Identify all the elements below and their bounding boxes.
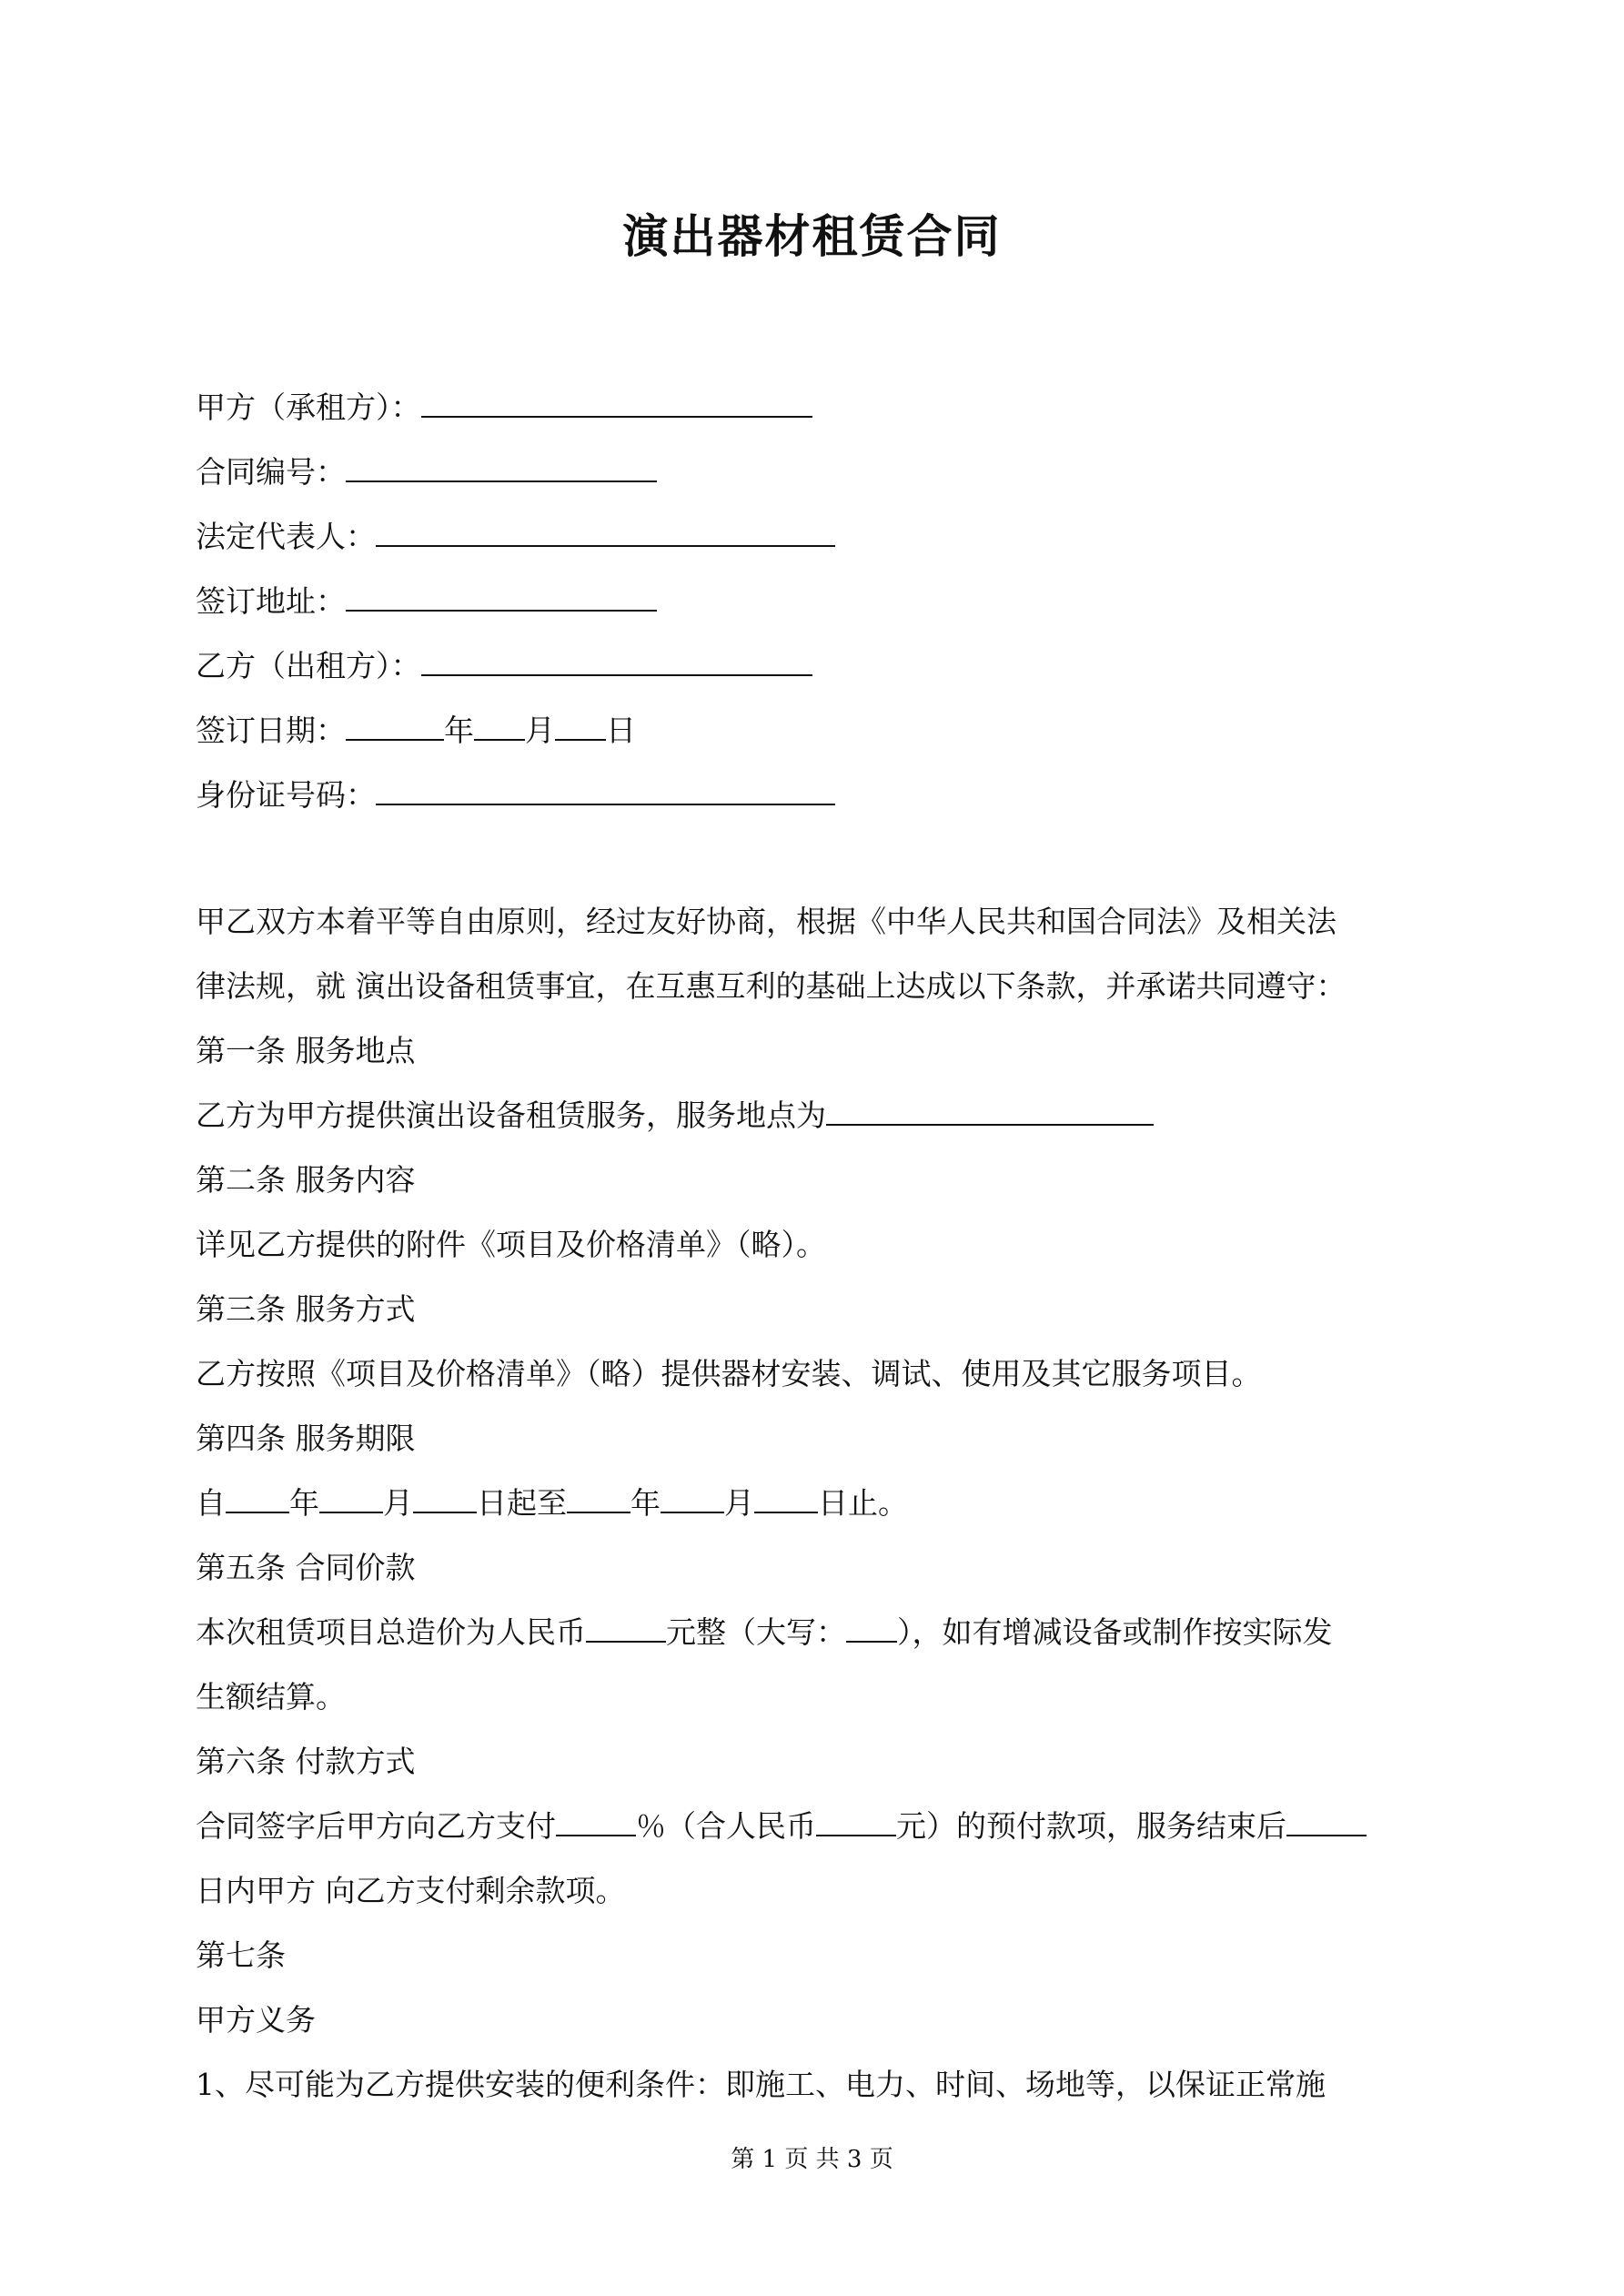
month-label: 月 [525, 713, 555, 748]
payment-after-label: 元）的预付款项，服务结束后 [896, 1808, 1286, 1844]
sign-day-blank[interactable] [555, 712, 606, 741]
legal-rep-field [196, 516, 835, 558]
sign-month-blank[interactable] [474, 712, 525, 741]
contract-number-field [196, 451, 657, 493]
article1-body: 乙方为甲方提供演出设备租赁服务，服务地点为 [196, 1097, 826, 1133]
payment-percent-blank[interactable] [556, 1807, 636, 1836]
year-label: 年 [444, 713, 474, 748]
price-capital-blank[interactable] [846, 1613, 897, 1643]
term-start-year-blank[interactable] [226, 1484, 289, 1513]
article7-item1: 1、尽可能为乙方提供安装的便利条件：即施工、电力、时间、场地等，以保证正常施 [196, 2067, 1326, 2102]
article3-heading: 第三条 服务方式 [196, 1291, 416, 1327]
legal-rep-blank[interactable] [376, 518, 835, 547]
term-from-label: 自 [196, 1485, 226, 1521]
term-until-label: 日起至 [477, 1485, 567, 1521]
contract-number-blank[interactable] [346, 453, 657, 482]
party-b-blank[interactable] [421, 647, 812, 676]
article2-heading: 第二条 服务内容 [196, 1162, 416, 1198]
sign-date-label: 签订日期： [196, 713, 346, 748]
article4-heading: 第四条 服务期限 [196, 1421, 416, 1456]
id-number-label: 身份证号码： [196, 777, 376, 813]
document-title: 演出器材租赁合同 [622, 209, 1002, 263]
price-label: 本次租赁项目总造价为人民币 [196, 1614, 586, 1650]
party-b-field [196, 645, 812, 687]
term-year-label: 年 [289, 1485, 319, 1521]
payment-rmb-label: ％（合人民币 [636, 1808, 816, 1844]
sign-date-field [196, 710, 636, 752]
article5-text [196, 1612, 1333, 1654]
legal-rep-label: 法定代表人： [196, 519, 376, 554]
article5-text-2: 生额结算。 [196, 1679, 346, 1714]
term-start-day-blank[interactable] [413, 1484, 477, 1513]
term-end-month-blank[interactable] [661, 1484, 724, 1513]
service-location-blank[interactable] [826, 1097, 1154, 1126]
term-end-label: 日止。 [818, 1485, 908, 1521]
price-amount-blank[interactable] [586, 1613, 666, 1643]
term-end-year-blank[interactable] [567, 1484, 630, 1513]
sign-address-blank[interactable] [346, 582, 657, 612]
day-label: 日 [606, 713, 636, 748]
price-adjust-text: ），如有增减设备或制作按实际发 [897, 1614, 1333, 1650]
party-a-label: 甲方（承租方）： [196, 389, 421, 425]
id-number-blank[interactable] [376, 776, 835, 805]
term-end-day-blank[interactable] [754, 1484, 818, 1513]
article2-text: 详见乙方提供的附件《项目及价格清单》（略）。 [196, 1227, 826, 1262]
party-a-blank[interactable] [421, 389, 812, 418]
id-number-field [196, 774, 835, 816]
party-b-label: 乙方（出租方）： [196, 648, 421, 683]
preamble-line-1: 甲乙双方本着平等自由原则，经过友好协商，根据《中华人民共和国合同法》及相关法 [196, 904, 1337, 939]
article3-text: 乙方按照《项目及价格清单》（略）提供器材安装、调试、使用及其它服务项目。 [196, 1356, 1262, 1391]
article6-text-2: 日内甲方 向乙方支付剩余款项。 [196, 1873, 626, 1908]
payment-rmb-blank[interactable] [816, 1807, 896, 1836]
term-start-month-blank[interactable] [319, 1484, 383, 1513]
sign-address-field [196, 581, 657, 622]
article6-text [196, 1805, 1367, 1847]
page-footer: 第 1 页 共 3 页 [731, 2146, 893, 2173]
preamble-line-2: 律法规，就 演出设备租赁事宜，在互惠互利的基础上达成以下条款，并承诺共同遵守： [196, 968, 1347, 1004]
contract-number-label: 合同编号： [196, 454, 346, 490]
price-capital-label: 元整（大写： [666, 1614, 846, 1650]
party-a-field [196, 387, 812, 429]
term-end-year-label: 年 [630, 1485, 661, 1521]
article1-heading: 第一条 服务地点 [196, 1033, 416, 1068]
payment-label: 合同签字后甲方向乙方支付 [196, 1808, 556, 1844]
article4-text [196, 1482, 908, 1524]
article5-heading: 第五条 合同价款 [196, 1550, 416, 1585]
sign-address-label: 签订地址： [196, 583, 346, 619]
article1-text [196, 1095, 1154, 1137]
article7-subheading: 甲方义务 [196, 2002, 316, 2038]
sign-year-blank[interactable] [346, 712, 444, 741]
article6-heading: 第六条 付款方式 [196, 1744, 416, 1779]
article7-heading: 第七条 [196, 1937, 286, 1973]
term-end-month-label: 月 [724, 1485, 754, 1521]
payment-days-blank[interactable] [1286, 1807, 1367, 1836]
term-month-label: 月 [383, 1485, 413, 1521]
